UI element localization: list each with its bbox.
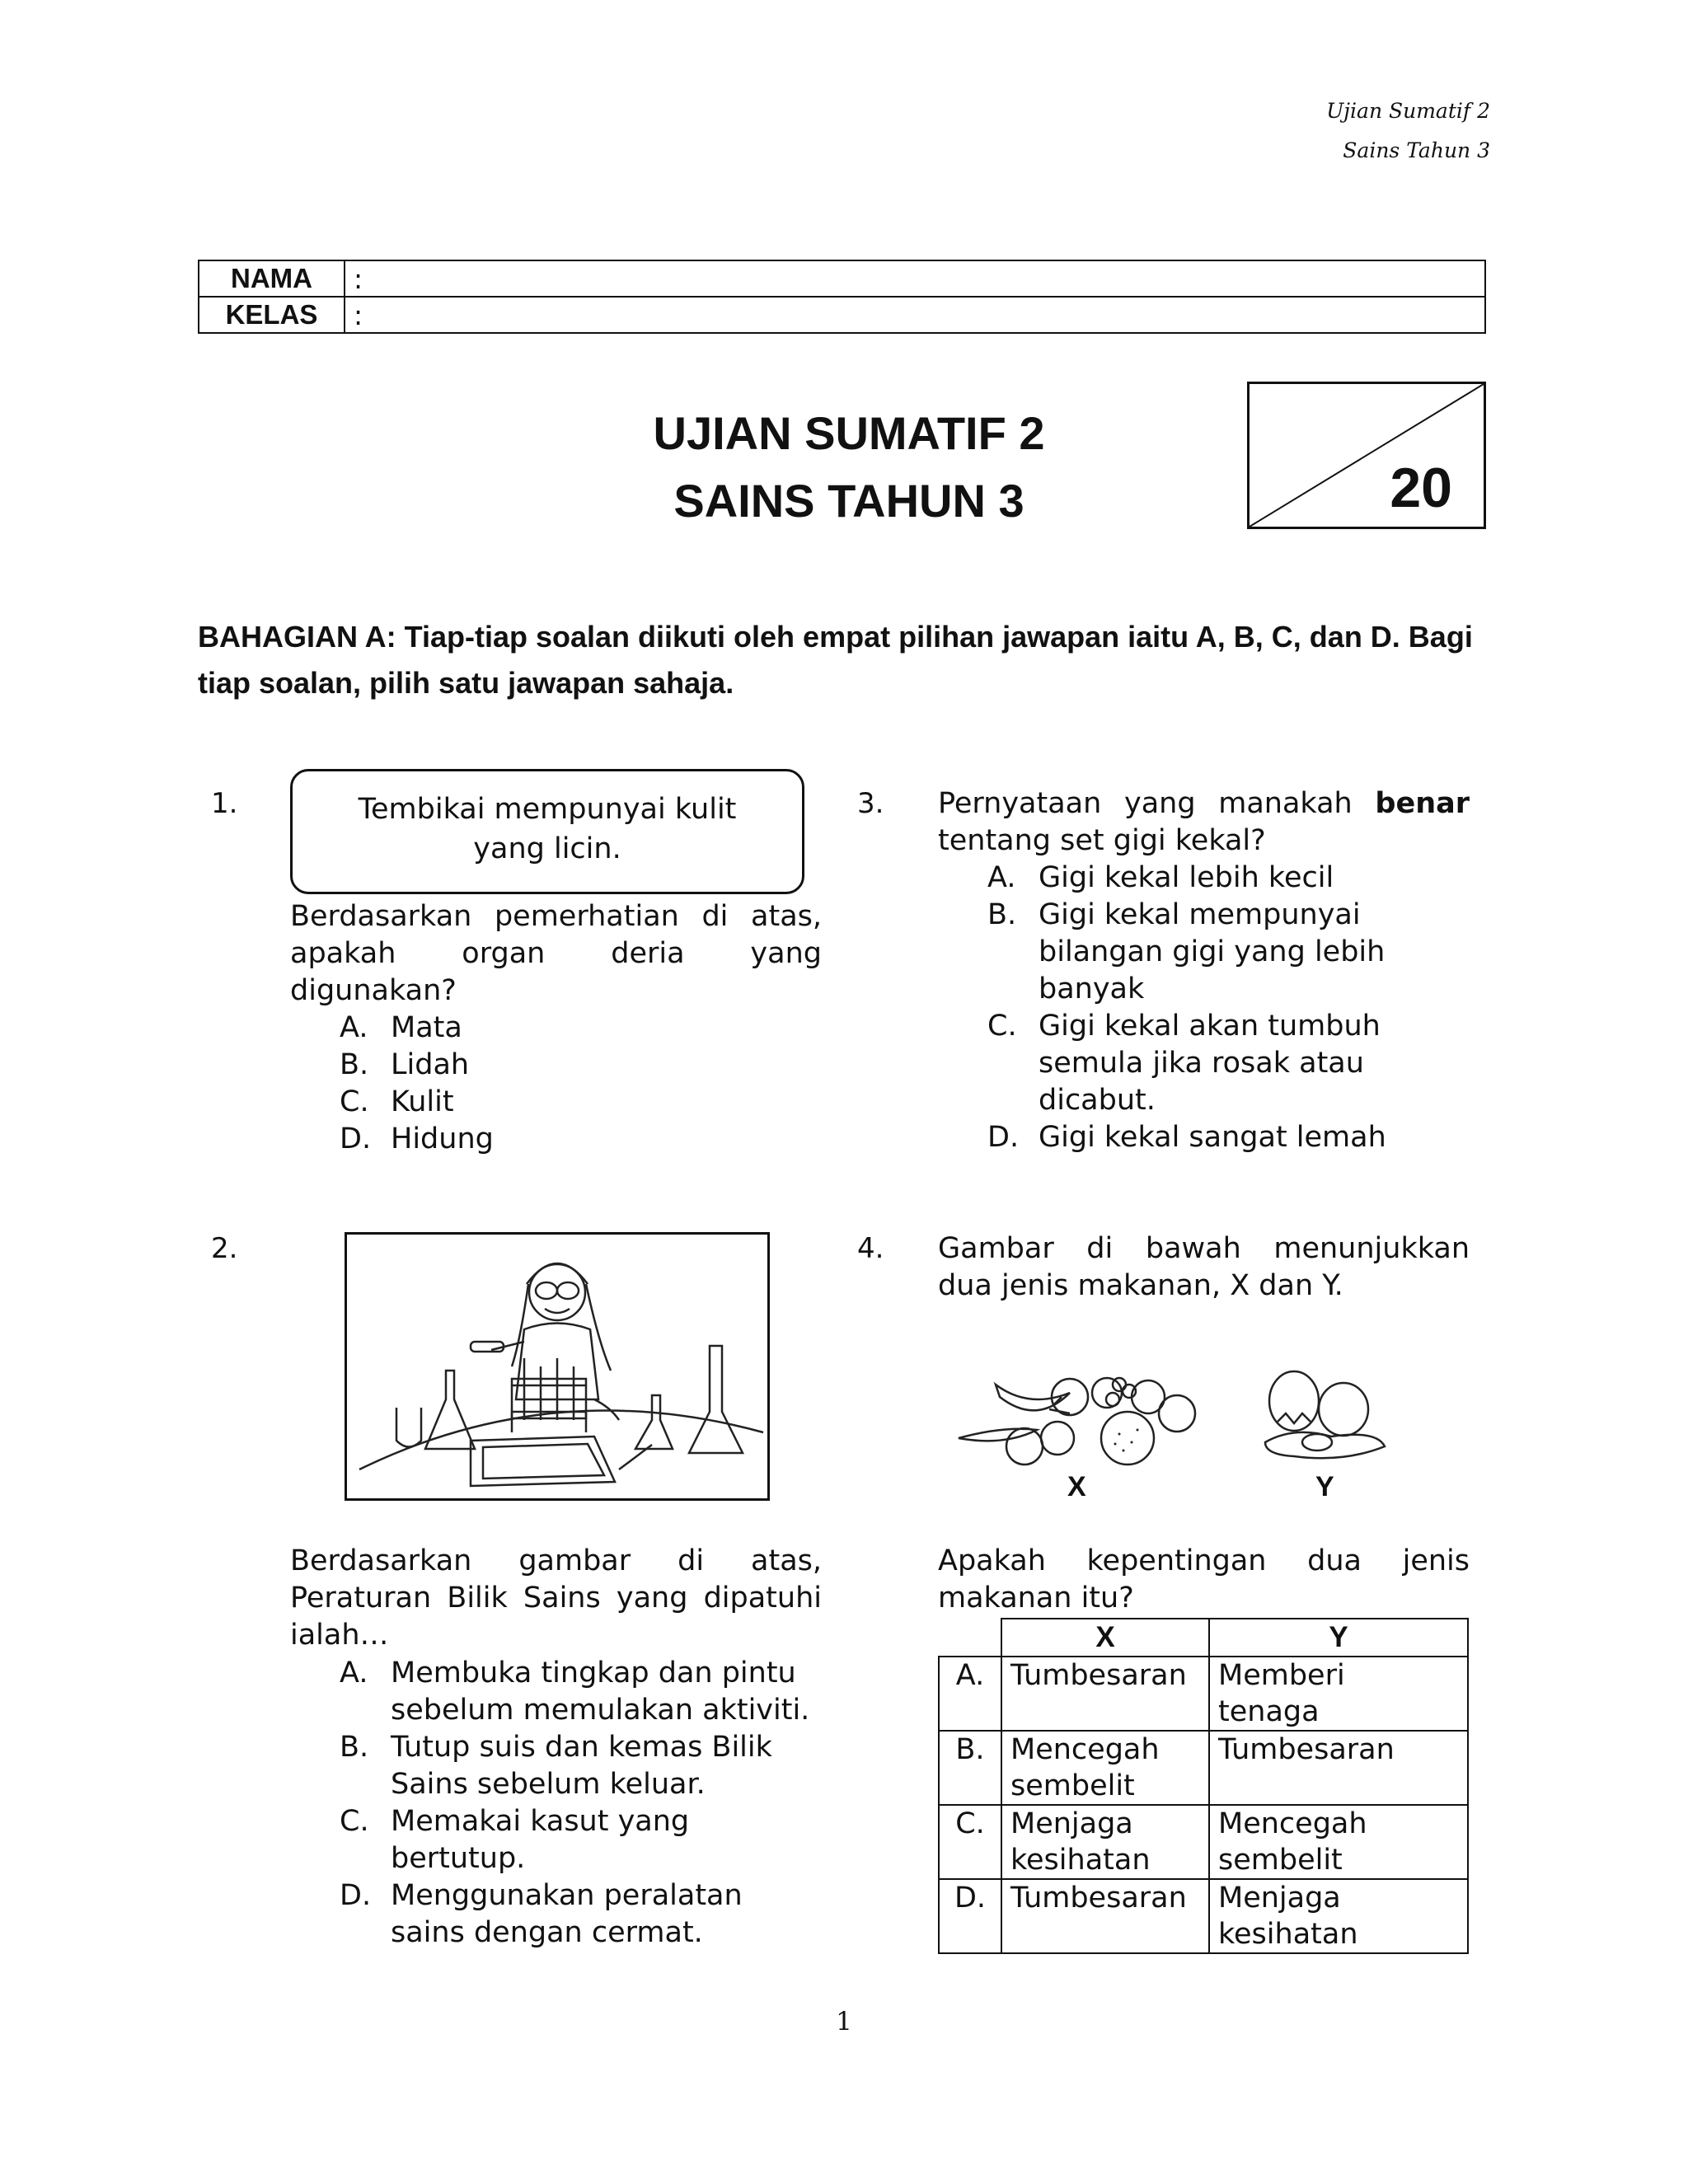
- q4-label-x: X: [1067, 1471, 1086, 1502]
- q4-stem-line1: Gambar di bawah menunjukkan: [938, 1232, 1470, 1265]
- option-text-line2: bilangan gigi yang lebih: [1039, 935, 1386, 968]
- option-text-line2: sebelum memulakan aktiviti.: [391, 1694, 810, 1727]
- q3-option-a[interactable]: [987, 860, 1386, 897]
- row-letter: B.: [939, 1731, 1001, 1805]
- section-instruction: BAHAGIAN A: Tiap-tiap soalan diikuti oleh empat pilihan jawapan iaitu A, B, C, dan D. Bagi tiap soalan, pilih satu jawapan sahaja.: [198, 620, 1473, 700]
- option-text-line1: Gigi kekal mempunyai: [1039, 898, 1361, 931]
- row-x-cell: Tumbesaran: [1001, 1879, 1209, 1953]
- option-text-line2: semula jika rosak atau: [1039, 1047, 1364, 1080]
- q1-observation-bubble: [290, 769, 804, 894]
- scientist-lab-icon: [347, 1235, 767, 1498]
- q3-stem-line2: tentang set gigi kekal?: [938, 824, 1266, 857]
- q4-option-b-row[interactable]: [939, 1731, 1468, 1805]
- q4-option-d-row[interactable]: [939, 1879, 1468, 1953]
- q4-stem: [938, 1230, 1470, 1305]
- row-y-cell: Memberi tenaga: [1209, 1657, 1468, 1731]
- q4-label-y: Y: [1315, 1471, 1334, 1502]
- option-text-line2: bertutup.: [391, 1842, 526, 1875]
- q1-option-d[interactable]: [340, 1121, 494, 1158]
- option-text-line1: Menggunakan peralatan: [391, 1879, 743, 1912]
- option-text: Kulit: [391, 1085, 454, 1118]
- option-letter: A.: [340, 1011, 368, 1044]
- q1-bubble-line1: Tembikai mempunyai kulit: [358, 793, 737, 826]
- q2-options: [340, 1655, 809, 1952]
- q4-option-a-row[interactable]: [939, 1657, 1468, 1731]
- q3-stem: [938, 785, 1470, 860]
- q2-number: 2.: [211, 1232, 238, 1265]
- row-x-cell: Tumbesaran: [1001, 1657, 1209, 1731]
- q4-question-line2: makanan itu?: [938, 1582, 1134, 1615]
- kelas-label: KELAS: [199, 297, 345, 333]
- option-text-line3: dicabut.: [1039, 1084, 1156, 1117]
- q2-option-b[interactable]: [340, 1729, 809, 1803]
- q1-stem: [290, 898, 822, 1010]
- option-letter: A.: [340, 1657, 368, 1690]
- option-text-line3: banyak: [1039, 972, 1145, 1005]
- q2-stem-line2: Peraturan Bilik Sains yang dipatuhi: [290, 1582, 822, 1615]
- row-letter: C.: [939, 1805, 1001, 1879]
- q4-answer-table: [938, 1618, 1469, 1954]
- q1-option-b[interactable]: [340, 1047, 494, 1084]
- option-text: Lidah: [391, 1048, 470, 1081]
- q2-stem-line1: Berdasarkan gambar di atas,: [290, 1544, 822, 1577]
- option-letter: B.: [340, 1048, 369, 1081]
- q3-option-d[interactable]: [987, 1119, 1386, 1156]
- q2-stem-line3: ialah…: [290, 1619, 389, 1652]
- exam-title-line2: SAINS TAHUN 3: [673, 475, 1025, 527]
- q1-stem-line2: apakah organ deria yang: [290, 937, 822, 970]
- option-letter: D.: [987, 1121, 1020, 1154]
- exam-title: [528, 400, 1170, 535]
- row-y-cell: Menjaga kesihatan: [1209, 1879, 1468, 1953]
- q4-question-line1: Apakah kepentingan dua jenis: [938, 1544, 1470, 1577]
- option-text-line1: Gigi kekal lebih kecil: [1039, 861, 1334, 894]
- score-total: 20: [1390, 457, 1452, 519]
- q4-option-c-row[interactable]: [939, 1805, 1468, 1879]
- q4-food-x-illustration: [954, 1368, 1202, 1467]
- q4-food-y-illustration: [1261, 1364, 1393, 1463]
- option-letter: D.: [340, 1879, 372, 1912]
- q2-option-c[interactable]: [340, 1803, 809, 1877]
- row-letter: A.: [939, 1657, 1001, 1731]
- row-y-cell: Mencegah sembelit: [1209, 1805, 1468, 1879]
- option-text-line1: Gigi kekal sangat lemah: [1039, 1121, 1386, 1154]
- q2-stem: [290, 1543, 822, 1654]
- header-class-line: Sains Tahun 3: [1343, 138, 1490, 162]
- q1-bubble-line2: yang licin.: [473, 832, 621, 865]
- nama-field[interactable]: :: [345, 260, 1485, 297]
- option-letter: C.: [340, 1085, 369, 1118]
- q1-stem-line3: digunakan?: [290, 974, 457, 1007]
- row-x-cell: Mencegah sembelit: [1001, 1731, 1209, 1805]
- option-letter: A.: [987, 861, 1016, 894]
- q1-option-a[interactable]: [340, 1010, 494, 1047]
- q3-stem-bold-word: benar: [1375, 787, 1470, 820]
- option-text: Hidung: [391, 1122, 494, 1155]
- student-info-table: [198, 260, 1486, 334]
- row-letter: D.: [939, 1879, 1001, 1953]
- row-x-cell: Menjaga kesihatan: [1001, 1805, 1209, 1879]
- q2-science-lab-illustration: [345, 1232, 770, 1501]
- q4-stem-line2: dua jenis makanan, X dan Y.: [938, 1269, 1343, 1302]
- exam-title-line1: UJIAN SUMATIF 2: [653, 407, 1045, 459]
- q1-option-c[interactable]: [340, 1084, 494, 1121]
- option-letter: D.: [340, 1122, 372, 1155]
- row-y-cell: Tumbesaran: [1209, 1731, 1468, 1805]
- option-text-line1: Membuka tingkap dan pintu: [391, 1657, 796, 1690]
- option-text-line1: Tutup suis dan kemas Bilik: [391, 1731, 772, 1764]
- option-text-line2: sains dengan cermat.: [391, 1916, 703, 1949]
- q4-number: 4.: [857, 1232, 884, 1265]
- eggs-icon: [1261, 1364, 1393, 1463]
- q1-options: [340, 1010, 494, 1158]
- q4-question: [938, 1543, 1470, 1617]
- q1-stem-line1: Berdasarkan pemerhatian di atas,: [290, 900, 822, 933]
- option-text: Mata: [391, 1011, 462, 1044]
- page-number: 1: [836, 2007, 852, 2036]
- q3-option-c[interactable]: [987, 1008, 1386, 1119]
- fruits-vegetables-icon: [954, 1368, 1202, 1467]
- q3-options: [987, 860, 1386, 1156]
- table-header-x: X: [1001, 1619, 1209, 1657]
- option-text-line2: Sains sebelum keluar.: [391, 1768, 706, 1801]
- table-corner: [939, 1619, 1001, 1657]
- option-letter: C.: [987, 1010, 1017, 1043]
- nama-label: NAMA: [199, 260, 345, 297]
- option-letter: B.: [987, 898, 1017, 931]
- option-letter: C.: [340, 1805, 369, 1838]
- header-subject-line: Ujian Sumatif 2: [1326, 99, 1490, 123]
- q3-stem-line1: Pernyataan yang manakah benar: [938, 787, 1470, 820]
- kelas-field[interactable]: :: [345, 297, 1485, 333]
- score-box[interactable]: [1247, 382, 1486, 529]
- table-header-y: Y: [1209, 1619, 1468, 1657]
- q2-option-d[interactable]: [340, 1877, 809, 1952]
- q3-option-b[interactable]: [987, 897, 1386, 1008]
- q3-number: 3.: [857, 787, 884, 820]
- option-text-line1: Memakai kasut yang: [391, 1805, 690, 1838]
- q2-option-a[interactable]: [340, 1655, 809, 1729]
- option-letter: B.: [340, 1731, 369, 1764]
- q1-number: 1.: [211, 787, 238, 820]
- option-text-line1: Gigi kekal akan tumbuh: [1039, 1010, 1381, 1043]
